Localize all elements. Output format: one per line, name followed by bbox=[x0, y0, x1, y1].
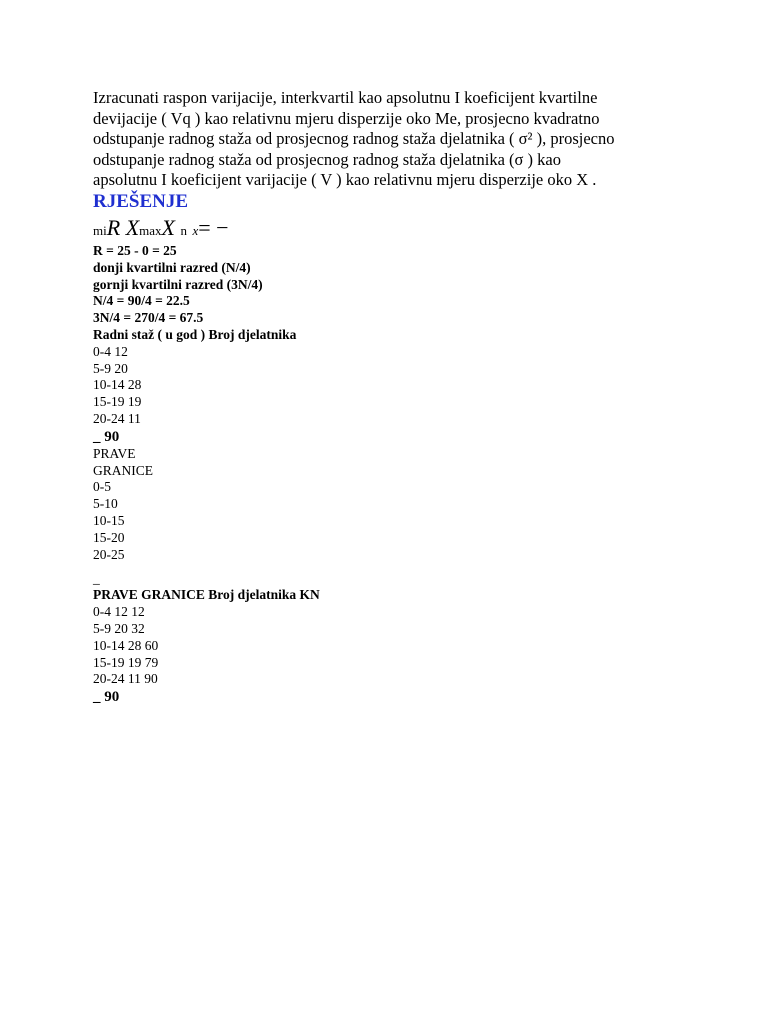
table-row: 20-24 11 bbox=[93, 410, 141, 426]
true-limits-list bbox=[93, 479, 693, 563]
table-row: 15-19 19 79 bbox=[93, 654, 159, 670]
formula-part-7: x bbox=[192, 222, 199, 238]
list-item: 15-20 bbox=[93, 529, 125, 545]
list-item: 20-25 bbox=[93, 546, 125, 562]
prave-label-1: PRAVE bbox=[93, 445, 136, 461]
table-2 bbox=[93, 604, 693, 688]
formula-part-2: R bbox=[106, 214, 121, 240]
table-row: 10-14 28 60 bbox=[93, 637, 159, 653]
three-n-over-4: 3N/4 = 270/4 = 67.5 bbox=[93, 310, 204, 326]
table-2-total: _ 90 bbox=[93, 689, 120, 706]
formula-part-4: max bbox=[139, 222, 162, 238]
prave-label-2: GRANICE bbox=[93, 462, 153, 478]
formula-part-6: n bbox=[180, 222, 187, 238]
list-item: 0-5 bbox=[93, 479, 111, 495]
intro-line-3: odstupanje radnog staža od prosjecnog radnog staža djelatnika ( σ² ), prosjecno bbox=[93, 129, 615, 149]
table-row: 10-14 28 bbox=[93, 377, 142, 393]
range-result: R = 25 - 0 = 25 bbox=[93, 242, 177, 258]
intro-line-4: odstupanje radnog staža od prosjecnog radnog staža djelatnika (σ ) kao bbox=[93, 149, 561, 169]
table-1 bbox=[93, 344, 693, 428]
list-item: 5-10 bbox=[93, 496, 118, 512]
intro-line-5: apsolutnu I koeficijent varijacije ( V ) kao relativnu mjeru disperzije oko X . bbox=[93, 170, 597, 190]
document-page bbox=[93, 88, 693, 706]
intro-line-1: Izracunati raspon varijacije, interkvartil kao apsolutnu I koeficijent kvartilne bbox=[93, 88, 598, 107]
table-row: 5-9 20 bbox=[93, 360, 128, 376]
table-2-header: PRAVE GRANICE Broj djelatnika KN bbox=[93, 587, 320, 603]
upper-quartile-class: gornji kvartilni razred (3N/4) bbox=[93, 276, 263, 292]
separator-underscore: _ bbox=[93, 571, 100, 587]
table-row: 20-24 11 90 bbox=[93, 671, 158, 687]
formula-part-8: = − bbox=[198, 214, 229, 240]
formula-part-1: mi bbox=[93, 222, 107, 238]
task-description bbox=[93, 88, 693, 191]
intro-line-2: devijacije ( Vq ) kao relativnu mjeru disperzije oko Me, prosjecno kvadratno bbox=[93, 108, 600, 128]
n-over-4: N/4 = 90/4 = 22.5 bbox=[93, 293, 190, 309]
formula-part-5: X bbox=[161, 214, 175, 240]
table-1-header: Radni staž ( u god ) Broj djelatnika bbox=[93, 326, 297, 342]
table-row: 15-19 19 bbox=[93, 394, 142, 410]
formula-part-3: X bbox=[125, 214, 140, 240]
table-row: 5-9 20 32 bbox=[93, 620, 145, 636]
table-1-total: _ 90 bbox=[93, 428, 120, 445]
range-formula bbox=[93, 213, 693, 243]
solution-heading: RJEŠENJE bbox=[93, 190, 189, 212]
list-item: 10-15 bbox=[93, 512, 125, 528]
table-row: 0-4 12 bbox=[93, 343, 128, 359]
table-row: 0-4 12 12 bbox=[93, 604, 145, 620]
lower-quartile-class: donji kvartilni razred (N/4) bbox=[93, 259, 251, 275]
